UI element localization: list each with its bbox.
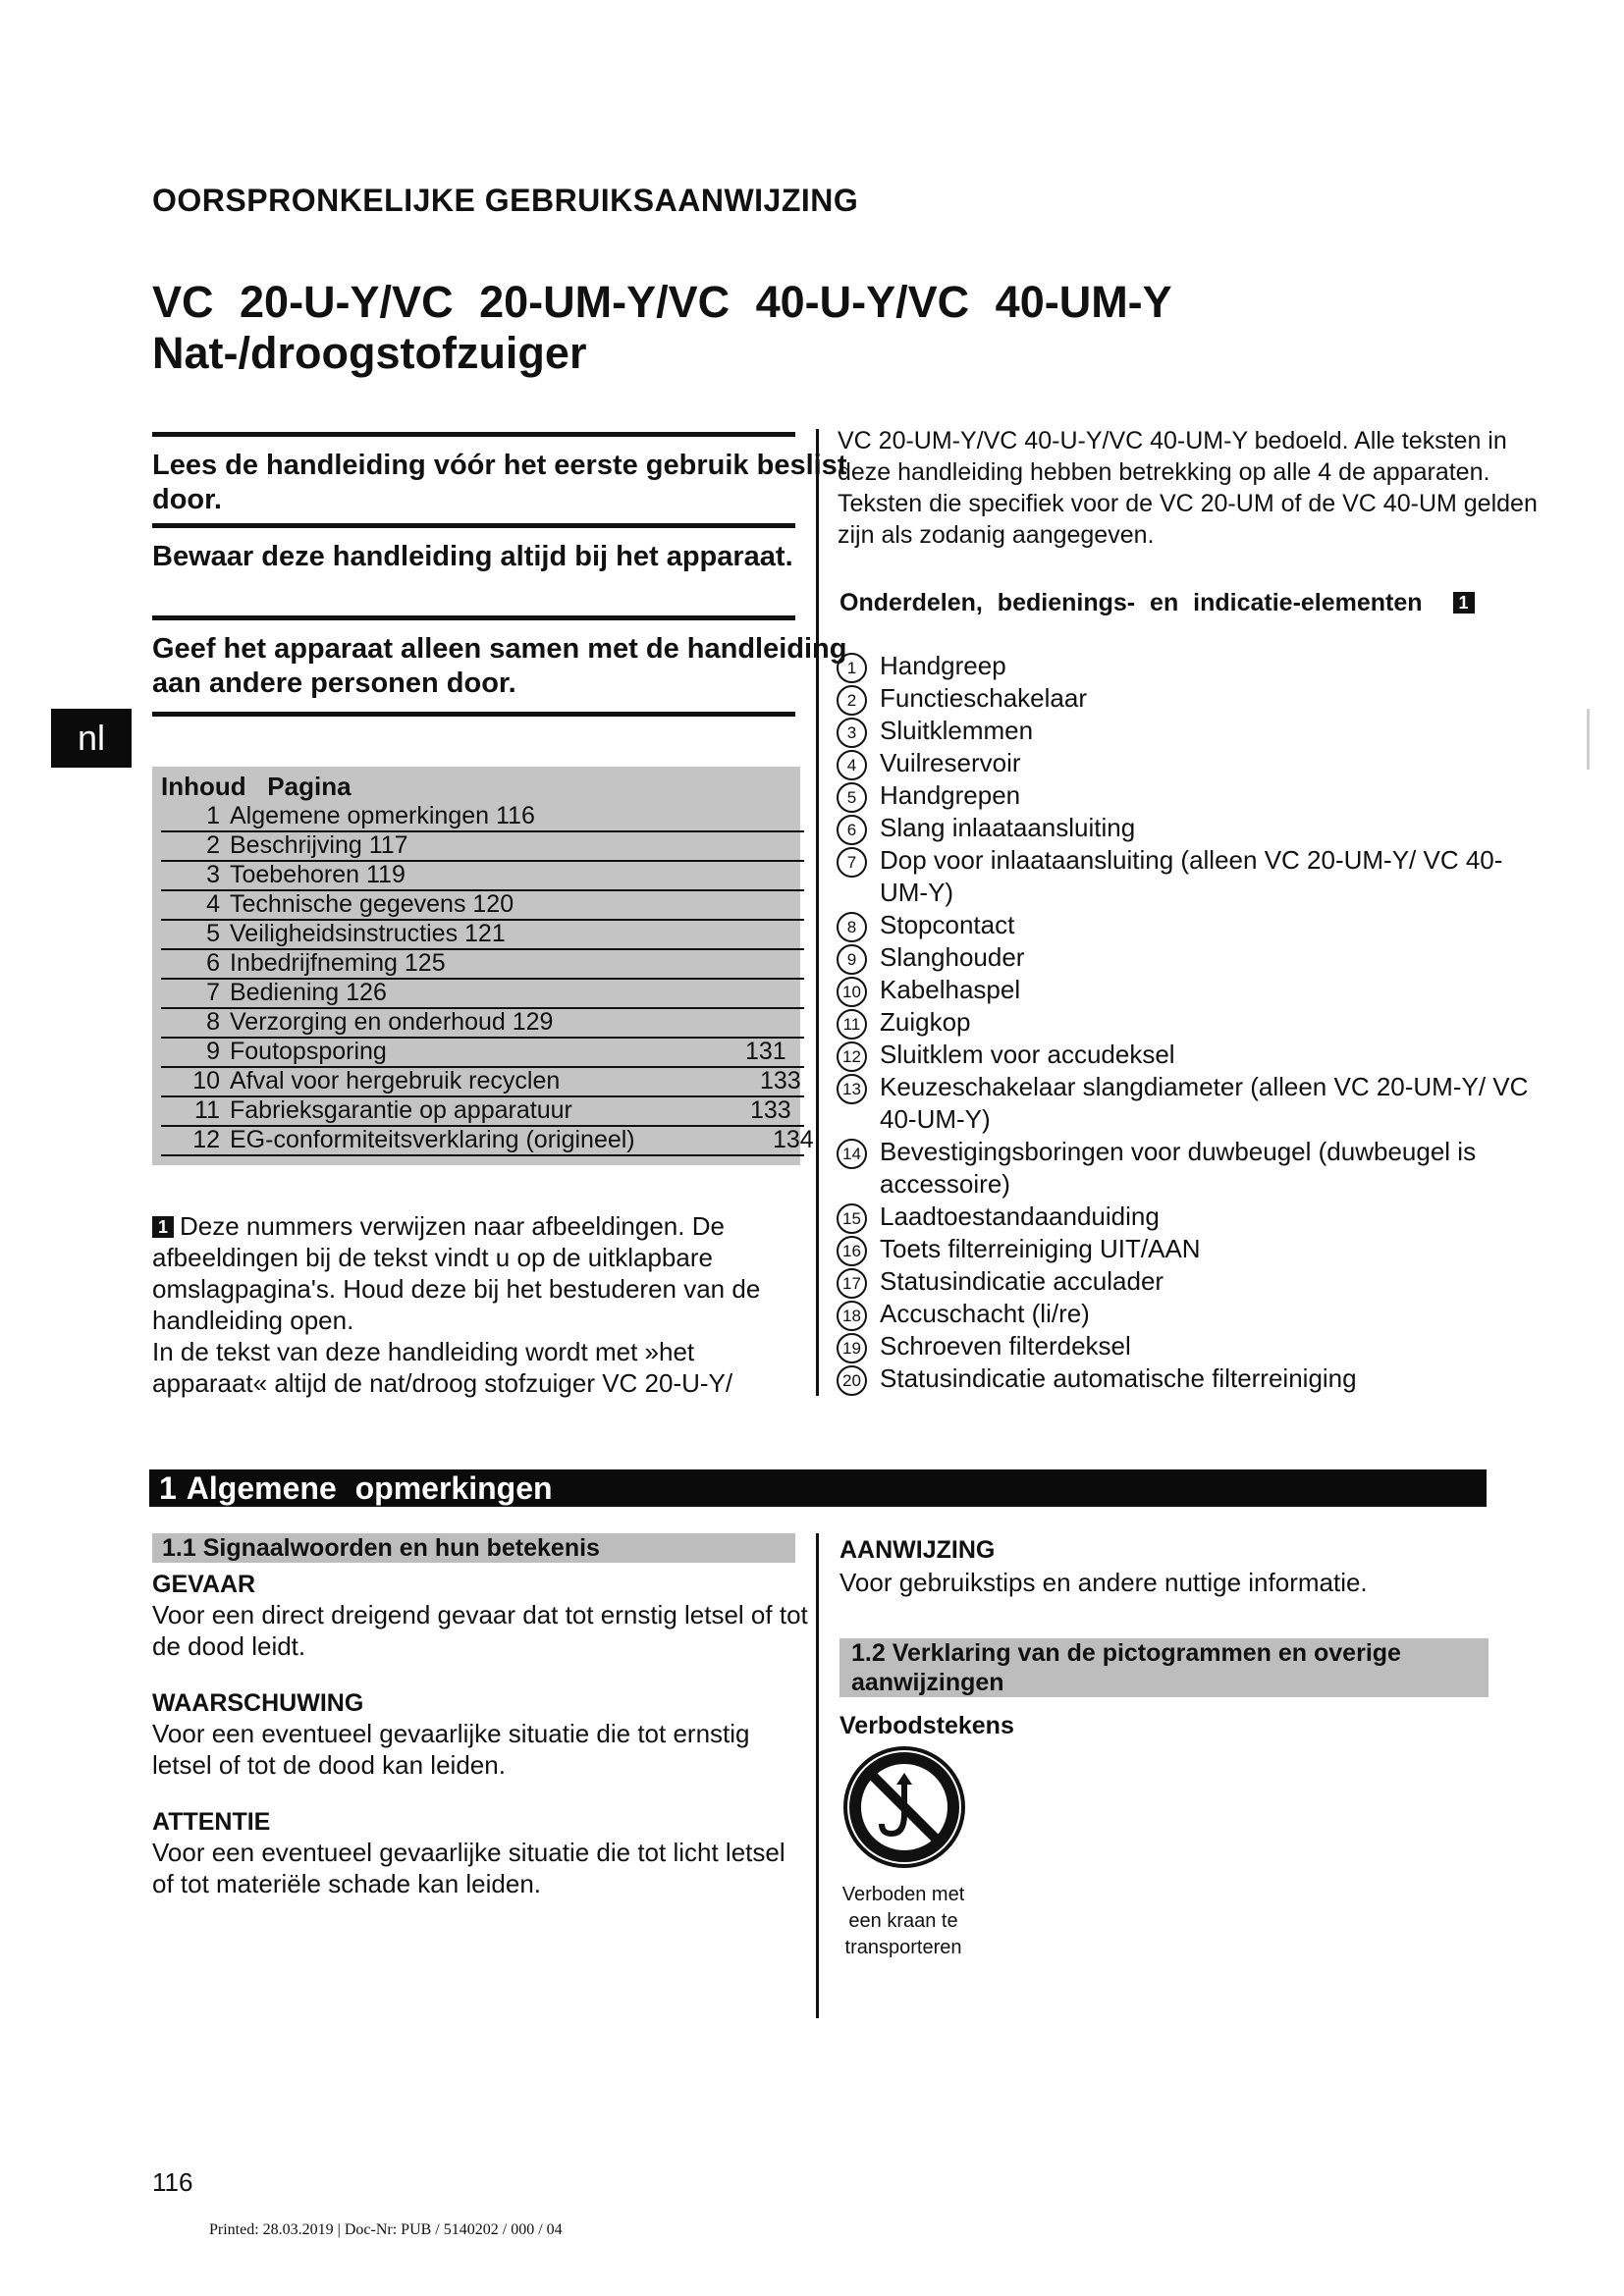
- toc-row-number: 4: [206, 890, 220, 918]
- parts-item-label: Handgrepen: [880, 780, 1021, 810]
- toc-row-number: 6: [206, 949, 220, 977]
- toc-row: [161, 1066, 804, 1097]
- item-number-badge: 10: [837, 977, 867, 1007]
- toc-heading: Inhoud Pagina: [161, 772, 352, 801]
- toc-row-label: Technische gegevens 120: [230, 890, 514, 918]
- figure-ref-badge: 1: [152, 1216, 174, 1238]
- parts-item-label: Laadtoestandaanduiding: [880, 1201, 1160, 1231]
- prohibition-caption: Verboden met een kraan te transporteren: [841, 1884, 965, 1958]
- note-label: AANWIJZING: [839, 1536, 996, 1564]
- toc-row-label: Veiligheidsinstructies 121: [230, 920, 506, 947]
- toc-row: [161, 919, 804, 950]
- warning-pass-on: Geef het apparaat alleen samen met de handleiding aan andere personen door.: [152, 633, 847, 699]
- item-number-badge: 15: [837, 1203, 867, 1234]
- warning-rule: [152, 712, 795, 717]
- toc-row: [161, 978, 804, 1009]
- signal-words: [152, 1571, 810, 1899]
- toc-row-number: 1: [206, 802, 220, 829]
- parts-list: [837, 650, 1543, 1395]
- parts-item-label: Slanghouder: [880, 942, 1025, 972]
- parts-item-label: Handgreep: [880, 651, 1006, 680]
- parts-item-label: Functieschakelaar: [880, 683, 1087, 713]
- toc-row: [161, 889, 804, 921]
- warning-rule: [152, 523, 795, 528]
- intro-paragraph-2: In de tekst van deze handleiding wordt met »het apparaat« altijd de nat/droog stofzuiger VC 20-U-Y/: [152, 1337, 733, 1398]
- item-number-badge: 2: [837, 685, 867, 716]
- parts-list-item: [837, 1330, 1543, 1362]
- warning-rule: [152, 432, 795, 437]
- toc-row-page: 134: [773, 1126, 814, 1153]
- toc-row-label: Foutopsporing: [230, 1038, 387, 1065]
- prohibition-signs-title: Verbodstekens: [839, 1712, 1014, 1739]
- item-number-badge: 5: [837, 782, 867, 813]
- toc-row-number: 12: [192, 1126, 220, 1153]
- parts-list-item: [837, 650, 1543, 682]
- parts-item-label: Zuigkop: [880, 1007, 971, 1037]
- parts-item-label: Keuzeschakelaar slangdiameter (alleen VC 20-UM-Y/ VC 40-UM-Y): [880, 1072, 1529, 1134]
- title-product: Nat-/droogstofzuiger: [152, 328, 587, 378]
- parts-item-label: Sluitklem voor accudeksel: [880, 1040, 1175, 1069]
- toc-row-number: 10: [192, 1067, 220, 1095]
- signal-text: Voor een direct dreigend gevaar dat tot ernstig letsel of tot de dood leidt.: [152, 1600, 808, 1661]
- parts-list-item: [837, 1265, 1543, 1298]
- toc-row-label: Bediening 126: [230, 979, 387, 1006]
- item-number-badge: 6: [837, 815, 867, 845]
- item-number-badge: 18: [837, 1301, 867, 1331]
- toc-row-page: 131: [745, 1038, 786, 1065]
- toc-row-number: 7: [206, 979, 220, 1006]
- parts-list-item: [837, 812, 1543, 844]
- parts-item-label: Schroeven filterdeksel: [880, 1331, 1131, 1361]
- item-number-badge: 7: [837, 847, 867, 878]
- parts-item-label: Accuschacht (li/re): [880, 1299, 1090, 1328]
- parts-list-item: [837, 844, 1543, 909]
- parts-list-item: [837, 1233, 1543, 1265]
- toc-row-number: 9: [206, 1038, 220, 1065]
- document-header: OORSPRONKELIJKE GEBRUIKSAANWIJZING: [152, 183, 859, 218]
- item-number-badge: 17: [837, 1268, 867, 1299]
- item-number-badge: 9: [837, 944, 867, 975]
- toc-row: [161, 948, 804, 980]
- parts-title-text: Onderdelen, bedienings- en indicatie-elementen: [839, 589, 1423, 616]
- parts-figure-badge: 1: [1453, 592, 1475, 614]
- toc-row-number: 2: [206, 831, 220, 859]
- item-number-badge: 19: [837, 1333, 867, 1363]
- parts-item-label: Kabelhaspel: [880, 975, 1021, 1004]
- parts-list-item: [837, 715, 1543, 747]
- intro-text: Deze nummers verwijzen naar afbeeldingen. De afbeeldingen bij de tekst vindt u op de uitklapbare omslagpagina's. Houd deze bij het bestuderen van de handleiding open.: [152, 1211, 761, 1335]
- item-number-badge: 12: [837, 1041, 867, 1072]
- toc-row-label: Fabrieksgarantie op apparatuur: [230, 1096, 572, 1124]
- parts-list-item: [837, 1201, 1543, 1233]
- item-number-badge: 20: [837, 1365, 867, 1396]
- signal-text: Voor een eventueel gevaarlijke situatie die tot ernstig letsel of tot de dood kan leiden.: [152, 1719, 750, 1780]
- note-text: Voor gebruikstips en andere nuttige informatie.: [839, 1568, 1368, 1597]
- parts-list-item: [837, 974, 1543, 1006]
- parts-list-item: [837, 1298, 1543, 1330]
- item-number-badge: 16: [837, 1236, 867, 1266]
- page-number: 116: [152, 2167, 193, 2197]
- warning-keep-manual: Bewaar deze handleiding altijd bij het apparaat.: [152, 541, 793, 572]
- toc-row-label: Afval voor hergebruik recyclen: [230, 1067, 561, 1095]
- subsection-1-1: 1.1 Signaalwoorden en hun betekenis: [152, 1533, 795, 1563]
- warning-read-manual: Lees de handleiding vóór het eerste gebruik beslist door.: [152, 450, 847, 515]
- parts-list-item: [837, 1362, 1543, 1395]
- parts-item-label: Dop voor inlaataansluiting (alleen VC 20-UM-Y/ VC 40-UM-Y): [880, 845, 1503, 907]
- toc-row: [161, 860, 804, 891]
- parts-list-item: [837, 682, 1543, 715]
- print-footer: Printed: 28.03.2019 | Doc-Nr: PUB / 5140202 / 000 / 04: [209, 2221, 563, 2238]
- parts-list-item: [837, 1006, 1543, 1039]
- parts-item-label: Statusindicatie automatische filterreiniging: [880, 1363, 1357, 1393]
- toc-row: [161, 1095, 804, 1127]
- parts-list-item: [837, 909, 1543, 941]
- item-number-badge: 14: [837, 1139, 867, 1169]
- subsection-1-2: 1.2 Verklaring van de pictogrammen en overige aanwijzingen: [839, 1638, 1489, 1697]
- parts-list-item: [837, 1071, 1543, 1136]
- parts-item-label: Stopcontact: [880, 910, 1015, 939]
- column-divider-bottom: [816, 1533, 819, 2018]
- title-models: VC 20-U-Y/VC 20-UM-Y/VC 40-U-Y/VC 40-UM-Y: [152, 277, 1172, 327]
- item-number-badge: 3: [837, 718, 867, 748]
- parts-item-label: Bevestigingsboringen voor duwbeugel (duwbeugel is accessoire): [880, 1137, 1477, 1199]
- margin-marker: [1587, 709, 1590, 770]
- section-number: 1: [159, 1470, 177, 1506]
- parts-title: [839, 589, 1481, 617]
- toc-row-number: 11: [194, 1096, 220, 1124]
- signal-label: ATTENTIE: [152, 1808, 271, 1836]
- toc-row-number: 8: [206, 1008, 220, 1036]
- parts-item-label: Sluitklemmen: [880, 716, 1034, 745]
- toc-row-page: 133: [750, 1096, 791, 1124]
- warning-rule: [152, 615, 795, 620]
- toc-row: [161, 1125, 814, 1156]
- parts-list-item: [837, 1039, 1543, 1071]
- toc-row: [161, 1037, 804, 1068]
- item-number-badge: 1: [837, 653, 867, 683]
- signal-text: Voor een eventueel gevaarlijke situatie die tot licht letsel of tot materiële schade kan leiden.: [152, 1838, 785, 1898]
- intro-paragraph: [152, 1210, 810, 1336]
- toc-row-label: Algemene opmerkingen 116: [230, 802, 535, 829]
- item-number-badge: 11: [837, 1009, 867, 1040]
- parts-list-item: [837, 779, 1543, 812]
- toc-row: [161, 801, 804, 832]
- parts-item-label: Statusindicatie acculader: [880, 1266, 1164, 1296]
- no-crane-transport-icon: [840, 1743, 968, 1871]
- page-title: [152, 277, 1172, 379]
- signal-label: WAARSCHUWING: [152, 1689, 364, 1717]
- toc-row-number: 3: [206, 861, 220, 888]
- parts-list-item: [837, 1136, 1543, 1201]
- parts-item-label: Vuilreservoir: [880, 748, 1021, 777]
- toc-row-number: 5: [206, 920, 220, 947]
- parts-list-item: [837, 747, 1543, 779]
- toc-row-page: 133: [760, 1067, 801, 1095]
- toc-row: [161, 830, 804, 862]
- toc-row-label: Toebehoren 119: [230, 861, 406, 888]
- section-title: Algemene opmerkingen: [186, 1470, 553, 1506]
- parts-item-label: Slang inlaataansluiting: [880, 813, 1136, 842]
- toc-row-label: Inbedrijfneming 125: [230, 949, 446, 977]
- item-number-badge: 8: [837, 912, 867, 942]
- item-number-badge: 4: [837, 750, 867, 780]
- item-number-badge: 13: [837, 1074, 867, 1104]
- toc-row-label: EG-conformiteitsverklaring (origineel): [230, 1126, 635, 1153]
- language-tab: nl: [51, 709, 132, 768]
- signal-label: GEVAAR: [152, 1571, 256, 1598]
- toc-row: [161, 1007, 804, 1039]
- parts-list-item: [837, 941, 1543, 974]
- toc-row-label: Beschrijving 117: [230, 831, 408, 859]
- toc-row-label: Verzorging en onderhoud 129: [230, 1008, 554, 1036]
- right-intro-text: VC 20-UM-Y/VC 40-U-Y/VC 40-UM-Y bedoeld. Alle teksten in deze handleiding hebben betrekking op alle 4 de apparaten. Teksten die specifiek voor de VC 20-UM of de VC 40-UM gelden zijn als zodanig aangegeven.: [838, 427, 1538, 549]
- section-heading: [149, 1469, 1487, 1507]
- parts-item-label: Toets filterreiniging UIT/AAN: [880, 1234, 1201, 1263]
